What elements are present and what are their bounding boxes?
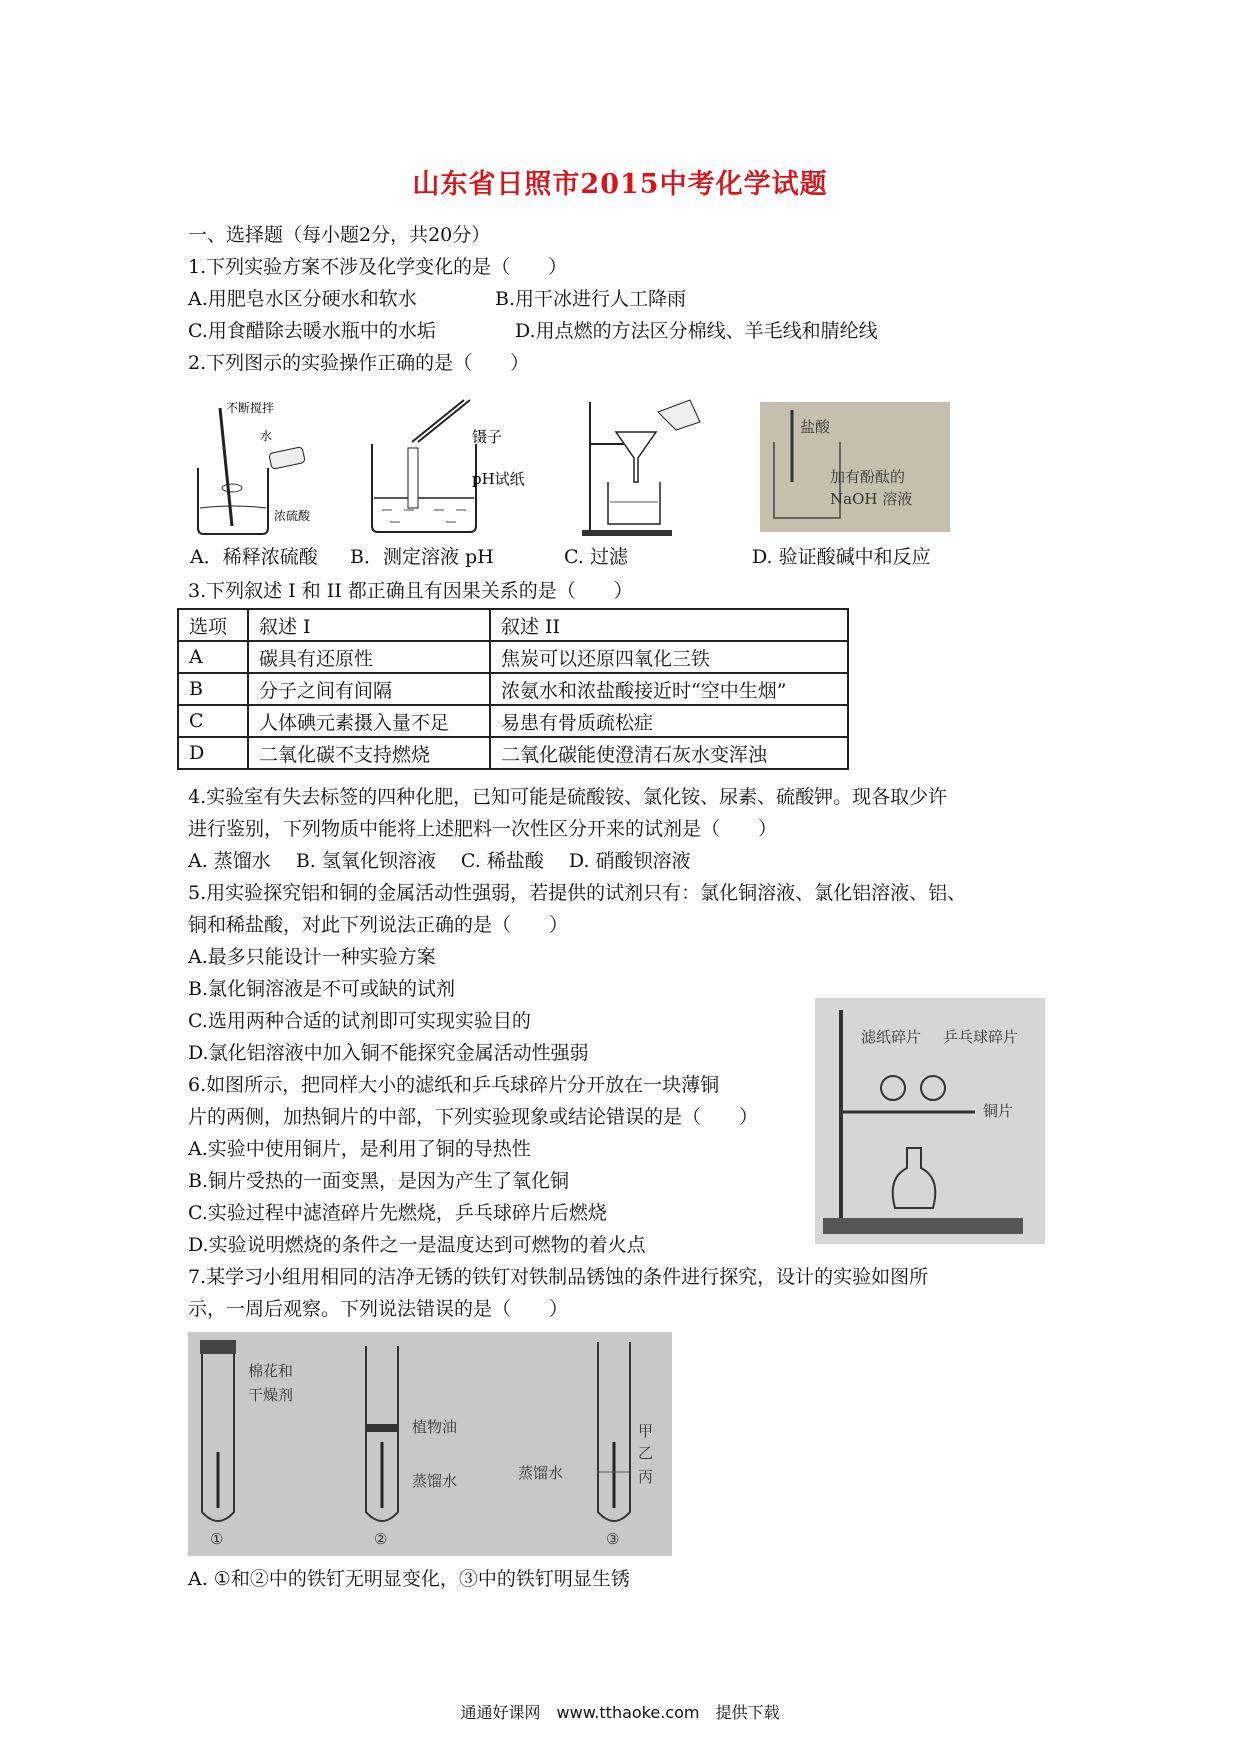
q4-stem-line2: 进行鉴别，下列物质中能将上述肥料一次性区分开来的试剂是（ ） <box>188 818 778 840</box>
fig-q7-n1: ① <box>210 1530 224 1548</box>
q5-option-b: B.氯化铜溶液是不可或缺的试剂 <box>188 978 456 1000</box>
table-header: 选项 <box>178 609 248 641</box>
table-row <box>178 641 848 673</box>
q2-option-a: A．稀释浓硫酸 <box>190 546 318 568</box>
table-cell: 分子之间有间隔 <box>248 673 490 705</box>
fig-d-label-phenol: 加有酚酞的 <box>830 468 906 486</box>
table-cell: 二氧化碳不支持燃烧 <box>248 737 490 769</box>
q6-option-a: A.实验中使用铜片，是利用了铜的导热性 <box>188 1138 531 1160</box>
table-cell: 二氧化碳能使澄清石灰水变浑浊 <box>490 737 848 769</box>
fig-d-label-hcl: 盐酸 <box>800 418 831 436</box>
table-row <box>178 673 848 705</box>
q5-stem-line1: 5.用实验探究铝和铜的金属活动性强弱，若提供的试剂只有：氯化铜溶液、氯化铝溶液、铝、 <box>188 882 967 904</box>
page-title: 山东省日照市2015中考化学试题 <box>412 169 828 200</box>
table-cell: 浓氨水和浓盐酸接近时“空中生烟” <box>490 673 848 705</box>
q2-stem: 2.下列图示的实验操作正确的是（ ） <box>188 352 530 374</box>
q5-option-a: A.最多只能设计一种实验方案 <box>188 946 436 968</box>
table-cell: 焦炭可以还原四氧化三铁 <box>490 641 848 673</box>
q6-stem-line2: 片的两侧，加热铜片的中部，下列实验现象或结论错误的是（ ） <box>188 1106 759 1128</box>
q4-stem-line1: 4.实验室有失去标签的四种化肥，已知可能是硫酸铵、氯化铵、尿素、硫酸钾。现各取少许 <box>188 786 948 808</box>
fig-q6-label-filter-paper: 滤纸碎片 <box>861 1028 922 1046</box>
table-cell: 易患有骨质疏松症 <box>490 705 848 737</box>
table-row <box>178 737 848 769</box>
q7-option-a: A. ①和②中的铁钉无明显变化，③中的铁钉明显生锈 <box>188 1568 630 1590</box>
q2-option-c: C. 过滤 <box>564 546 628 568</box>
fig-q7-t3-bing: 丙 <box>638 1468 654 1486</box>
q3-table <box>177 608 849 770</box>
figure-dilute-acid <box>190 398 340 538</box>
table-cell: D <box>178 737 248 769</box>
q2-option-b: B．测定溶液 pH <box>350 546 494 568</box>
fig-q7-t3-jia: 甲 <box>638 1422 654 1440</box>
fig-q7-t3-water: 蒸馏水 <box>518 1464 564 1482</box>
q1-option-d: D.用点燃的方法区分棉线、羊毛线和腈纶线 <box>515 320 878 342</box>
q2-option-d: D. 验证酸碱中和反应 <box>752 546 931 568</box>
q6-option-d: D.实验说明燃烧的条件之一是温度达到可燃物的着火点 <box>188 1234 646 1256</box>
fig-a-label-stir: 不断搅拌 <box>226 401 275 415</box>
table-cell: A <box>178 641 248 673</box>
fig-q7-t3-yi: 乙 <box>638 1444 654 1462</box>
q5-option-c: C.选用两种合适的试剂即可实现实验目的 <box>188 1010 531 1032</box>
q1-option-a: A.用肥皂水区分硬水和软水 <box>188 288 417 310</box>
fig-q7-n3: ③ <box>606 1530 620 1548</box>
q1-option-c: C.用食醋除去暖水瓶中的水垢 <box>188 320 436 342</box>
fig-q6-label-copper: 铜片 <box>983 1102 1014 1120</box>
q7-stem-line2: 示，一周后观察。下列说法错误的是（ ） <box>188 1298 569 1320</box>
fig-b-label-paper: pH试纸 <box>472 470 525 488</box>
figure-rust-experiment <box>188 1332 672 1556</box>
q5-option-d: D.氯化铝溶液中加入铜不能探究金属活动性强弱 <box>188 1042 589 1064</box>
figure-combustion <box>815 998 1045 1244</box>
fig-q7-n2: ② <box>374 1530 388 1548</box>
figure-ph-test <box>360 398 535 538</box>
figure-neutralization <box>760 402 950 532</box>
fig-d-label-naoh: NaOH 溶液 <box>830 490 913 508</box>
q4-options: A. 蒸馏水 B. 氢氧化钡溶液 C. 稀盐酸 D. 硝酸钡溶液 <box>188 850 691 872</box>
fig-q7-t2-oil: 植物油 <box>412 1418 458 1436</box>
table-row <box>178 705 848 737</box>
table-cell: 人体碘元素摄入量不足 <box>248 705 490 737</box>
table-header: 叙述 I <box>248 609 490 641</box>
q6-option-b: B.铜片受热的一面变黑，是因为产生了氧化铜 <box>188 1170 570 1192</box>
q7-stem-line1: 7.某学习小组用相同的洁净无锈的铁钉对铁制品锈蚀的条件进行探究，设计的实验如图所 <box>188 1266 929 1288</box>
fig-a-label-acid: 浓硫酸 <box>274 509 311 523</box>
page-footer: 通通好课网 www.tthaoke.com 提供下载 <box>460 1703 780 1722</box>
table-cell: C <box>178 705 248 737</box>
section-heading: 一、选择题（每小题2分，共20分） <box>188 224 491 246</box>
table-cell: B <box>178 673 248 705</box>
fig-q6-label-pingpong: 乒乓球碎片 <box>943 1028 1019 1046</box>
q6-stem-line1: 6.如图所示，把同样大小的滤纸和乒乓球碎片分开放在一块薄铜 <box>188 1074 720 1096</box>
figure-filtration <box>580 392 710 538</box>
fig-q7-t1-label: 棉花和 <box>248 1362 294 1380</box>
fig-a-label-water: 水 <box>260 429 273 443</box>
table-cell: 碳具有还原性 <box>248 641 490 673</box>
q1-stem: 1.下列实验方案不涉及化学变化的是（ ） <box>188 256 568 278</box>
q1-option-b: B.用干冰进行人工降雨 <box>495 288 687 310</box>
q3-stem: 3.下列叙述 I 和 II 都正确且有因果关系的是（ ） <box>188 580 633 602</box>
fig-q7-t2-water: 蒸馏水 <box>412 1472 458 1490</box>
q5-stem-line2: 铜和稀盐酸，对此下列说法正确的是（ ） <box>188 914 569 936</box>
table-header-row <box>178 609 848 641</box>
fig-q7-t1-label2: 干燥剂 <box>248 1386 294 1404</box>
table-header: 叙述 II <box>490 609 848 641</box>
q6-option-c: C.实验过程中滤渣碎片先燃烧，乒乓球碎片后燃烧 <box>188 1202 607 1224</box>
fig-b-label-tweezers: 镊子 <box>472 428 503 446</box>
